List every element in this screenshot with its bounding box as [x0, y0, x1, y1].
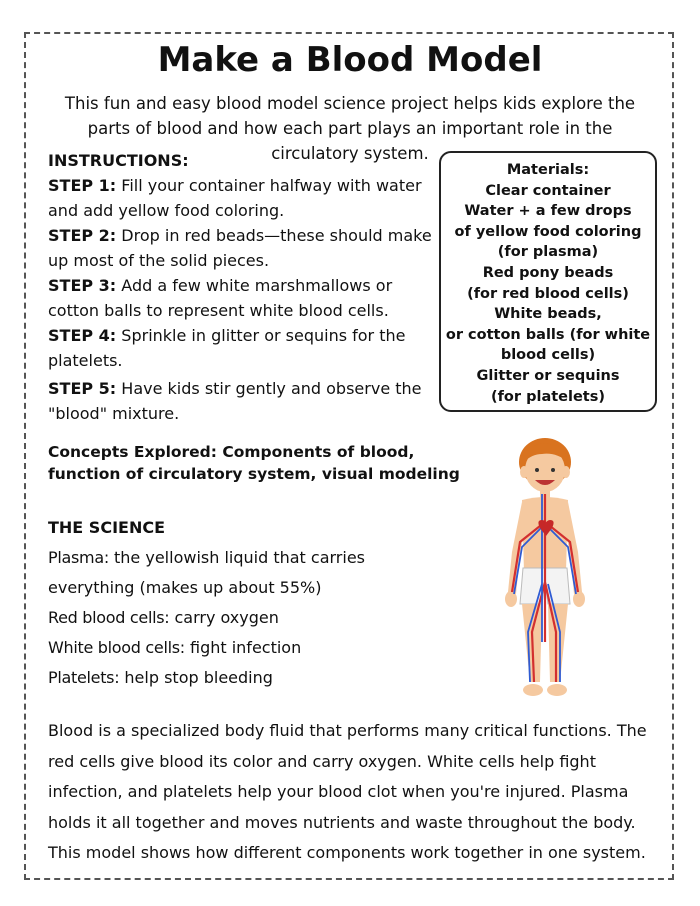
science-item [48, 573, 468, 603]
step-text: Drop in red beads—these should make up most of the solid pieces. [48, 226, 432, 270]
science-item [48, 543, 468, 573]
science-item [48, 663, 468, 693]
step-3 [48, 273, 443, 323]
materials-heading: Materials: [506, 162, 590, 178]
materials-line: Glitter or sequins [476, 367, 620, 384]
science-text: everything (makes up about 55%) [48, 578, 322, 597]
materials-line: Water + a few drops [464, 203, 632, 220]
science-text: help stop bleeding [124, 668, 273, 687]
science-text: carry oxygen [174, 608, 279, 627]
step-4 [48, 323, 443, 373]
materials-line: (for platelets) [491, 388, 605, 405]
step-label: STEP 5: [48, 379, 117, 398]
science-heading: THE SCIENCE [48, 518, 166, 537]
materials-line: of yellow food coloring [454, 223, 642, 240]
step-text: Have kids stir gently and observe the "blood" mixture. [48, 379, 422, 423]
materials-line: White beads, [494, 306, 602, 323]
science-item [48, 603, 468, 633]
intro-text: This fun and easy blood model science project helps kids explore the parts of blood and how each part plays an important role in the circulatory system. [64, 94, 636, 163]
step-5 [48, 376, 443, 426]
materials-line: blood cells) [500, 347, 596, 364]
materials-line: (for plasma) [497, 244, 599, 261]
materials-line: or cotton balls (for white [445, 326, 651, 343]
step-label: STEP 1: [48, 176, 117, 195]
step-text: Add a few white marshmallows or cotton balls to represent white blood cells. [48, 276, 393, 320]
science-term: Platelets: [48, 668, 120, 687]
step-label: STEP 3: [48, 276, 117, 295]
science-item [48, 633, 468, 663]
science-text: the yellowish liquid that carries [114, 548, 365, 567]
science-section [48, 513, 468, 693]
step-label: STEP 2: [48, 226, 117, 245]
science-term: Plasma: [48, 548, 109, 567]
step-text: Sprinkle in glitter or sequins for the platelets. [48, 326, 406, 370]
step-text: Fill your container halfway with water and add yellow food coloring. [48, 176, 422, 220]
materials-line: (for red blood cells) [467, 285, 629, 302]
materials-line: Red pony beads [482, 264, 614, 281]
science-term: Red blood cells: [48, 608, 170, 627]
step-1 [48, 173, 443, 223]
instructions-section [48, 148, 443, 426]
step-label: STEP 4: [48, 326, 117, 345]
instructions-heading: INSTRUCTIONS: [48, 151, 189, 170]
science-term: White blood cells: [48, 638, 185, 657]
closing-paragraph: Blood is a specialized body fluid that performs many critical functions. The red cells give blood its color and carry oxygen. White cells help fight infection, and platelets help your blood clot when you're injured. Plasma holds it all together and moves nutrients and waste throughout the body. This model shows how different components work together in one system. [48, 721, 647, 862]
materials-line: Clear container [485, 182, 611, 199]
page-title: Make a Blood Model [157, 40, 543, 80]
materials-box [439, 151, 657, 412]
circulatory-system-figure [490, 432, 600, 712]
concepts-explored: Concepts Explored: Components of blood, function of circulatory system, visual modeling [48, 443, 460, 483]
step-2 [48, 223, 443, 273]
science-text: fight infection [189, 638, 302, 657]
